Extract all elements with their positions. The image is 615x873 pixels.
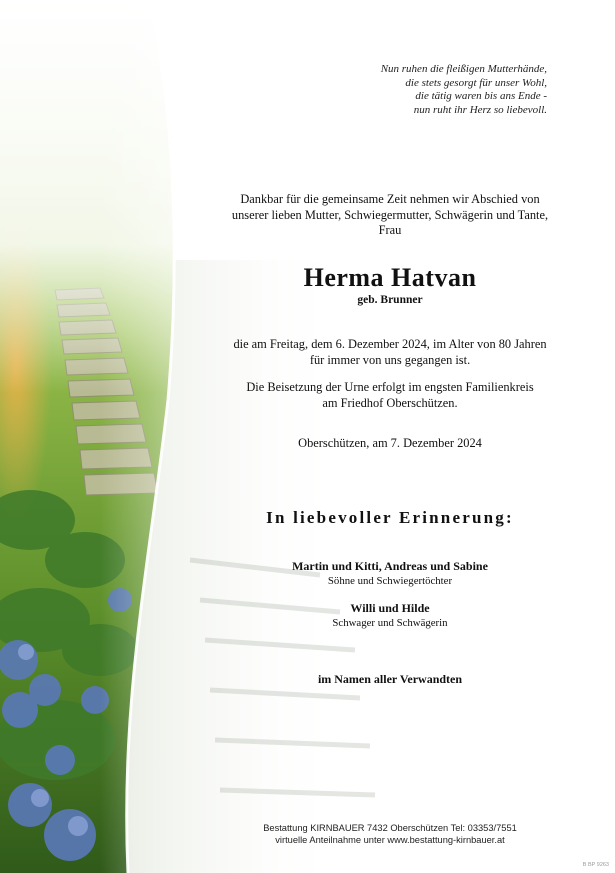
mourner-relation: Söhne und Schwiegertöchter bbox=[327, 575, 453, 587]
burial-notice bbox=[220, 380, 560, 411]
place-date: Oberschützen, am 7. Dezember 2024 bbox=[298, 436, 482, 450]
print-code: B BP 9263 bbox=[582, 862, 609, 868]
memory-heading: In liebevoller Erinnerung: bbox=[266, 508, 514, 527]
burial-notice-line: am Friedhof Oberschützen. bbox=[322, 395, 458, 410]
intro-line: Frau bbox=[378, 223, 402, 238]
intro-line: unserer lieben Mutter, Schwiegermutter, Schwägerin und Tante, bbox=[231, 207, 549, 222]
deceased-name: Herma Hatvan bbox=[303, 263, 477, 292]
intro-line: Dankbar für die gemeinsame Zeit nehmen wir Abschied von bbox=[240, 192, 540, 206]
mourners-list bbox=[220, 559, 560, 630]
closing-line: im Namen aller Verwandten bbox=[317, 672, 463, 686]
funeral-home-address: Bestattung KIRNBAUER 7432 Oberschützen Tel: 03353/7551 bbox=[263, 823, 517, 833]
mourner-names: Martin und Kitti, Andreas und Sabine bbox=[292, 559, 488, 573]
funeral-home-info bbox=[220, 823, 560, 846]
poem-line: die tätig waren bis ans Ende - bbox=[415, 90, 547, 103]
burial-notice-line: Die Beisetzung der Urne erfolgt im engsten Familienkreis bbox=[246, 380, 534, 394]
poem-line: nun ruht ihr Herz so liebevoll. bbox=[413, 103, 547, 116]
intro-text bbox=[220, 192, 560, 239]
poem-line: die stets gesorgt für unser Wohl, bbox=[405, 76, 547, 89]
deceased-birth-name: geb. Brunner bbox=[357, 294, 423, 306]
memorial-poem bbox=[227, 63, 547, 117]
death-notice-line: die am Freitag, dem 6. Dezember 2024, im Alter von 80 Jahren bbox=[233, 337, 547, 351]
mourner-relation: Schwager und Schwägerin bbox=[332, 617, 448, 629]
poem-line: Nun ruhen die fleißigen Mutterhände, bbox=[380, 63, 547, 75]
mourner-names: Willi und Hilde bbox=[350, 601, 430, 615]
funeral-home-website: virtuelle Anteilnahme unter www.bestattung-kirnbauer.at bbox=[275, 834, 505, 845]
death-notice-line: für immer von uns gegangen ist. bbox=[309, 352, 471, 367]
death-notice bbox=[220, 337, 560, 368]
